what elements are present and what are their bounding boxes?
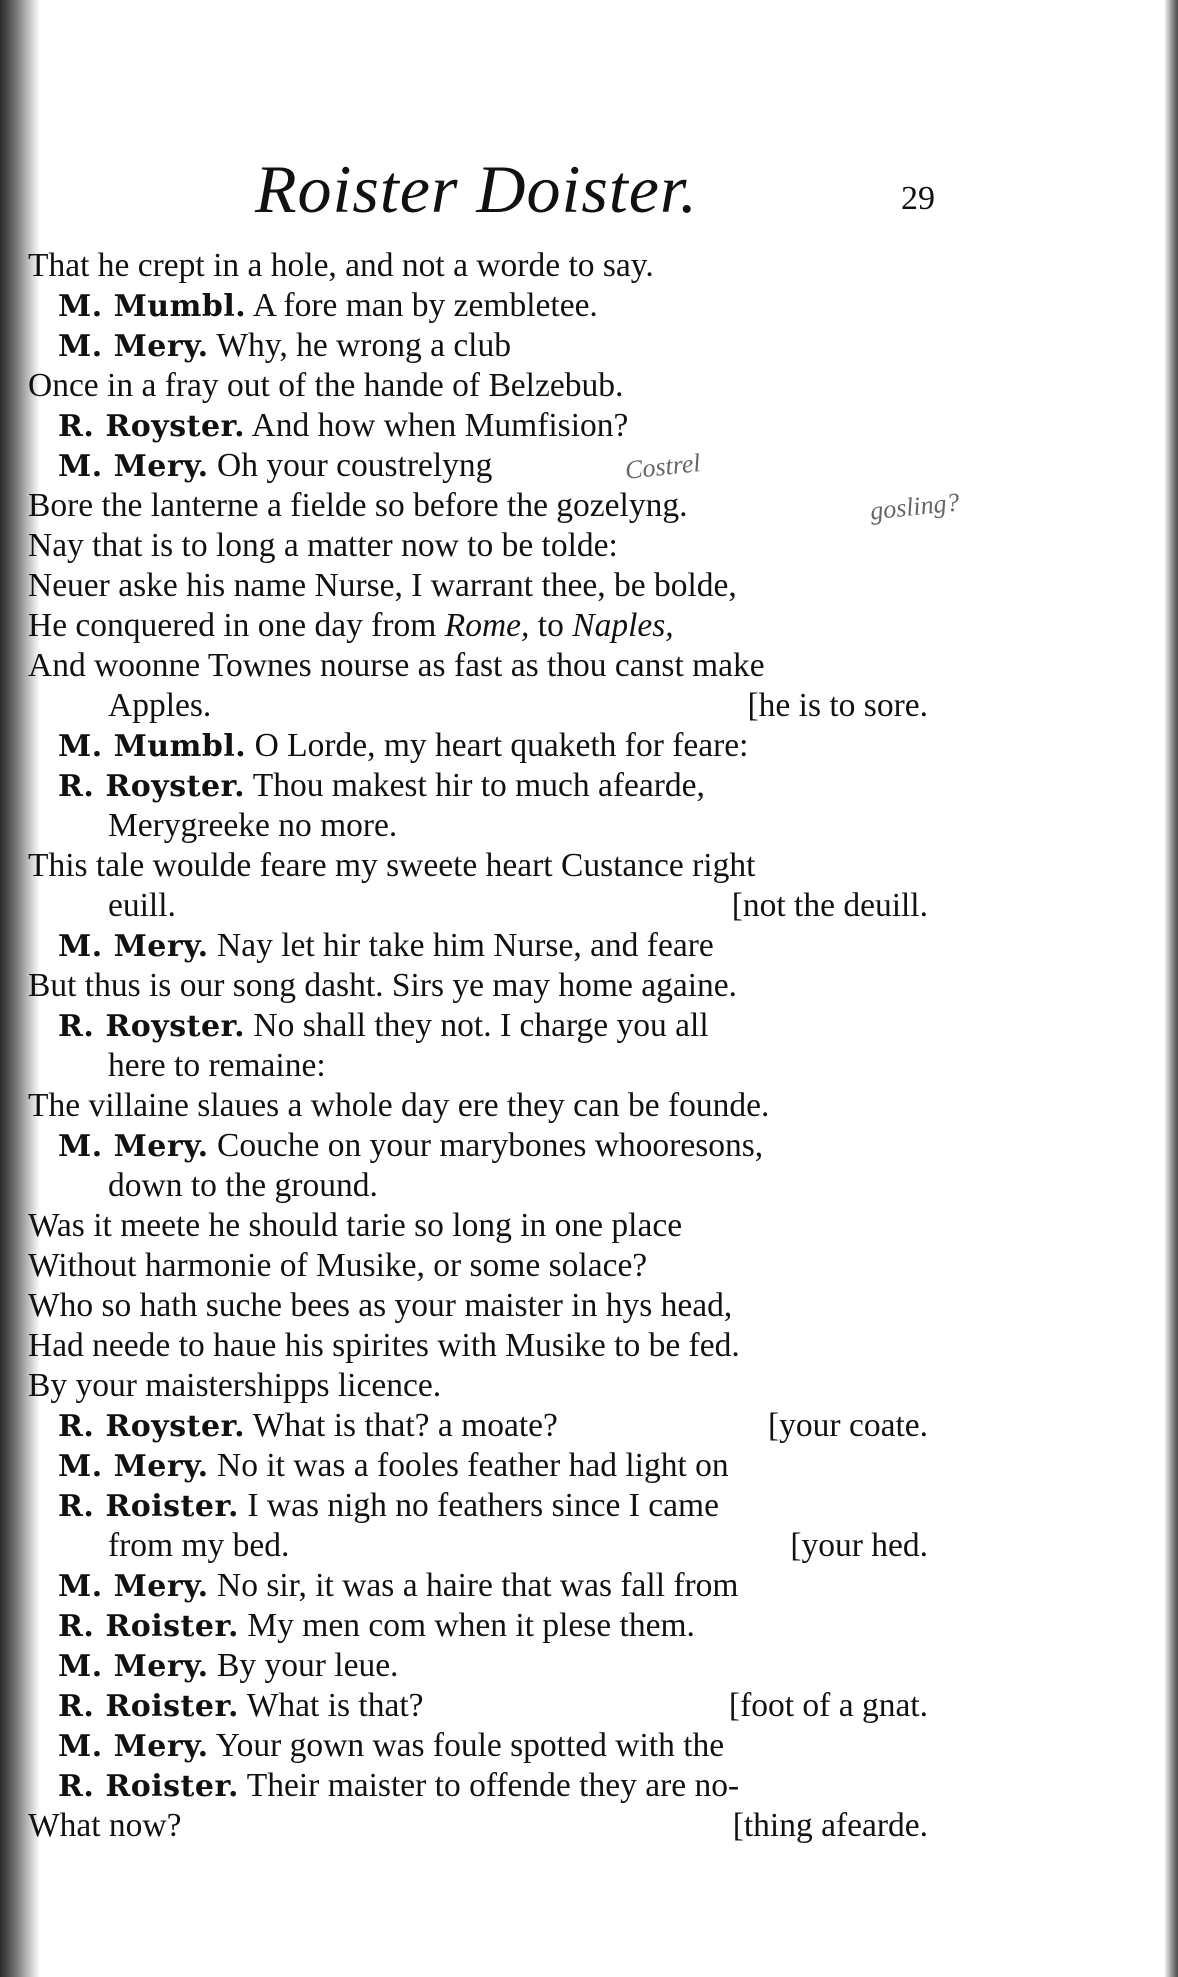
verse-text bbox=[28, 246, 928, 1846]
line-text: What is that? a moate? bbox=[245, 1407, 558, 1444]
line-text: This tale woulde feare my sweete heart Custance right bbox=[28, 847, 756, 884]
line-text: By your leue. bbox=[208, 1647, 399, 1684]
speaker-name: M. Mery. bbox=[58, 1649, 209, 1684]
text-line bbox=[28, 1326, 928, 1366]
line-text: My men com when it plese them. bbox=[239, 1607, 695, 1644]
line-text: Your gown was foule spotted with the bbox=[208, 1727, 725, 1764]
line-text: Couche on your marybones whooresons, bbox=[208, 1127, 764, 1164]
line-text: That he crept in a hole, and not a worde to say. bbox=[28, 247, 654, 284]
line-text: No shall they not. I charge you all bbox=[245, 1007, 709, 1044]
text-line bbox=[28, 446, 928, 486]
text-line bbox=[28, 246, 928, 286]
text-line bbox=[28, 1446, 928, 1486]
text-line bbox=[28, 886, 928, 926]
speaker-name: M. Mumbl. bbox=[58, 289, 247, 324]
text-line bbox=[28, 966, 928, 1006]
turnover-text: [your hed. bbox=[790, 1527, 928, 1564]
line-text: Was it meete he should tarie so long in one place bbox=[28, 1207, 683, 1244]
line-text: But thus is our song dasht. Sirs ye may home againe. bbox=[28, 967, 738, 1004]
speaker-name: R. Roister. bbox=[58, 1489, 239, 1524]
text-line bbox=[28, 1686, 928, 1726]
line-text: What is that? bbox=[239, 1687, 424, 1724]
speaker-name: R. Roister. bbox=[58, 1689, 239, 1724]
line-text: I was nigh no feathers since I came bbox=[239, 1487, 719, 1524]
text-line bbox=[28, 566, 928, 606]
speaker-name: M. Mumbl. bbox=[58, 729, 247, 764]
text-line bbox=[28, 486, 928, 526]
text-line bbox=[28, 606, 928, 646]
text-line bbox=[28, 1566, 928, 1606]
text-line bbox=[28, 926, 928, 966]
text-line bbox=[28, 1366, 928, 1406]
line-text: Without harmonie of Musike, or some solace? bbox=[28, 1247, 648, 1284]
speaker-name: M. Mery. bbox=[58, 449, 209, 484]
line-text: O Lorde, my heart quaketh for feare: bbox=[246, 727, 749, 764]
text-line bbox=[28, 1806, 928, 1846]
handwritten-annotation: Costrel bbox=[623, 448, 702, 485]
text-line bbox=[28, 1126, 928, 1166]
page-header bbox=[255, 150, 935, 240]
line-text: A fore man by zembletee. bbox=[246, 287, 598, 324]
text-line bbox=[28, 1526, 928, 1566]
text-line bbox=[28, 846, 928, 886]
speaker-name: M. Mery. bbox=[58, 1449, 209, 1484]
line-text: What now? bbox=[28, 1807, 182, 1844]
text-line bbox=[28, 1086, 928, 1126]
text-line bbox=[28, 1246, 928, 1286]
turnover-text: [foot of a gnat. bbox=[728, 1687, 928, 1724]
text-line bbox=[28, 1766, 928, 1806]
text-line bbox=[28, 1406, 928, 1446]
text-line bbox=[28, 1206, 928, 1246]
line-text: Their maister to offende they are no- bbox=[239, 1767, 740, 1804]
text-line bbox=[28, 1286, 928, 1326]
text-line bbox=[28, 406, 928, 446]
handwritten-annotation: gosling? bbox=[868, 487, 961, 526]
line-text: And woonne Townes nourse as fast as thou canst make bbox=[28, 647, 765, 684]
line-text: Neuer aske his name Nurse, I warrant thee, be bolde, bbox=[28, 567, 737, 604]
speaker-name: R. Roister. bbox=[58, 1769, 239, 1804]
speaker-name: R. Roister. bbox=[58, 1609, 239, 1644]
running-title: Roister Doister. bbox=[255, 151, 698, 227]
text-line bbox=[28, 286, 928, 326]
line-text: Oh your coustrelyng bbox=[208, 447, 493, 484]
text-line bbox=[28, 1726, 928, 1766]
text-line bbox=[28, 646, 928, 686]
text-line bbox=[28, 1166, 928, 1206]
text-line bbox=[28, 326, 928, 366]
page-number: 29 bbox=[901, 180, 935, 217]
line-text: Nay that is to long a matter now to be tolde: bbox=[28, 527, 618, 564]
line-text: Bore the lanterne a fielde so before the gozelyng. bbox=[28, 487, 688, 524]
line-text: He conquered in one day from bbox=[28, 607, 445, 644]
line-text: Had neede to haue his spirites with Musike to be fed. bbox=[28, 1327, 740, 1364]
turnover-text: [thing afearde. bbox=[732, 1807, 928, 1844]
text-line bbox=[28, 526, 928, 566]
line-text: to bbox=[529, 607, 573, 644]
text-line bbox=[28, 806, 928, 846]
italic-place-name: Naples, bbox=[572, 607, 674, 644]
speaker-name: M. Mery. bbox=[58, 1569, 209, 1604]
speaker-name: R. Royster. bbox=[58, 1009, 246, 1044]
text-line bbox=[28, 1486, 928, 1526]
text-line bbox=[28, 766, 928, 806]
text-line bbox=[28, 366, 928, 406]
line-text: Who so hath suche bees as your maister in hys head, bbox=[28, 1287, 733, 1324]
line-text: And how when Mumfision? bbox=[245, 407, 629, 444]
line-text: Merygreeke no more. bbox=[108, 807, 398, 844]
line-text: Apples. bbox=[108, 687, 212, 724]
text-line bbox=[28, 726, 928, 766]
line-text: here to remaine: bbox=[108, 1047, 326, 1084]
line-text: The villaine slaues a whole day ere they can be founde. bbox=[28, 1087, 770, 1124]
text-line bbox=[28, 1006, 928, 1046]
turnover-text: [not the deuill. bbox=[731, 887, 928, 924]
text-line bbox=[28, 1046, 928, 1086]
line-text: from my bed. bbox=[108, 1527, 290, 1564]
line-text: By your maistershipps licence. bbox=[28, 1367, 442, 1404]
text-line bbox=[28, 686, 928, 726]
line-text: Once in a fray out of the hande of Belzebub. bbox=[28, 367, 624, 404]
italic-place-name: Rome, bbox=[444, 607, 530, 644]
speaker-name: M. Mery. bbox=[58, 1729, 209, 1764]
line-text: down to the ground. bbox=[108, 1167, 378, 1204]
speaker-name: M. Mery. bbox=[58, 929, 209, 964]
text-line bbox=[28, 1606, 928, 1646]
speaker-name: R. Royster. bbox=[58, 1409, 246, 1444]
line-text: Thou makest hir to much afearde, bbox=[245, 767, 705, 804]
line-text: Why, he wrong a club bbox=[208, 327, 511, 364]
turnover-text: [he is to sore. bbox=[747, 687, 928, 724]
speaker-name: M. Mery. bbox=[58, 1129, 209, 1164]
line-text: No sir, it was a haire that was fall from bbox=[208, 1567, 739, 1604]
turnover-text: [your coate. bbox=[768, 1407, 928, 1444]
line-text: No it was a fooles feather had light on bbox=[208, 1447, 729, 1484]
text-line bbox=[28, 1646, 928, 1686]
line-text: euill. bbox=[108, 887, 176, 924]
speaker-name: R. Royster. bbox=[58, 409, 246, 444]
speaker-name: R. Royster. bbox=[58, 769, 246, 804]
line-text: Nay let hir take him Nurse, and feare bbox=[208, 927, 714, 964]
page-edge-shadow bbox=[1164, 0, 1178, 1977]
speaker-name: M. Mery. bbox=[58, 329, 209, 364]
